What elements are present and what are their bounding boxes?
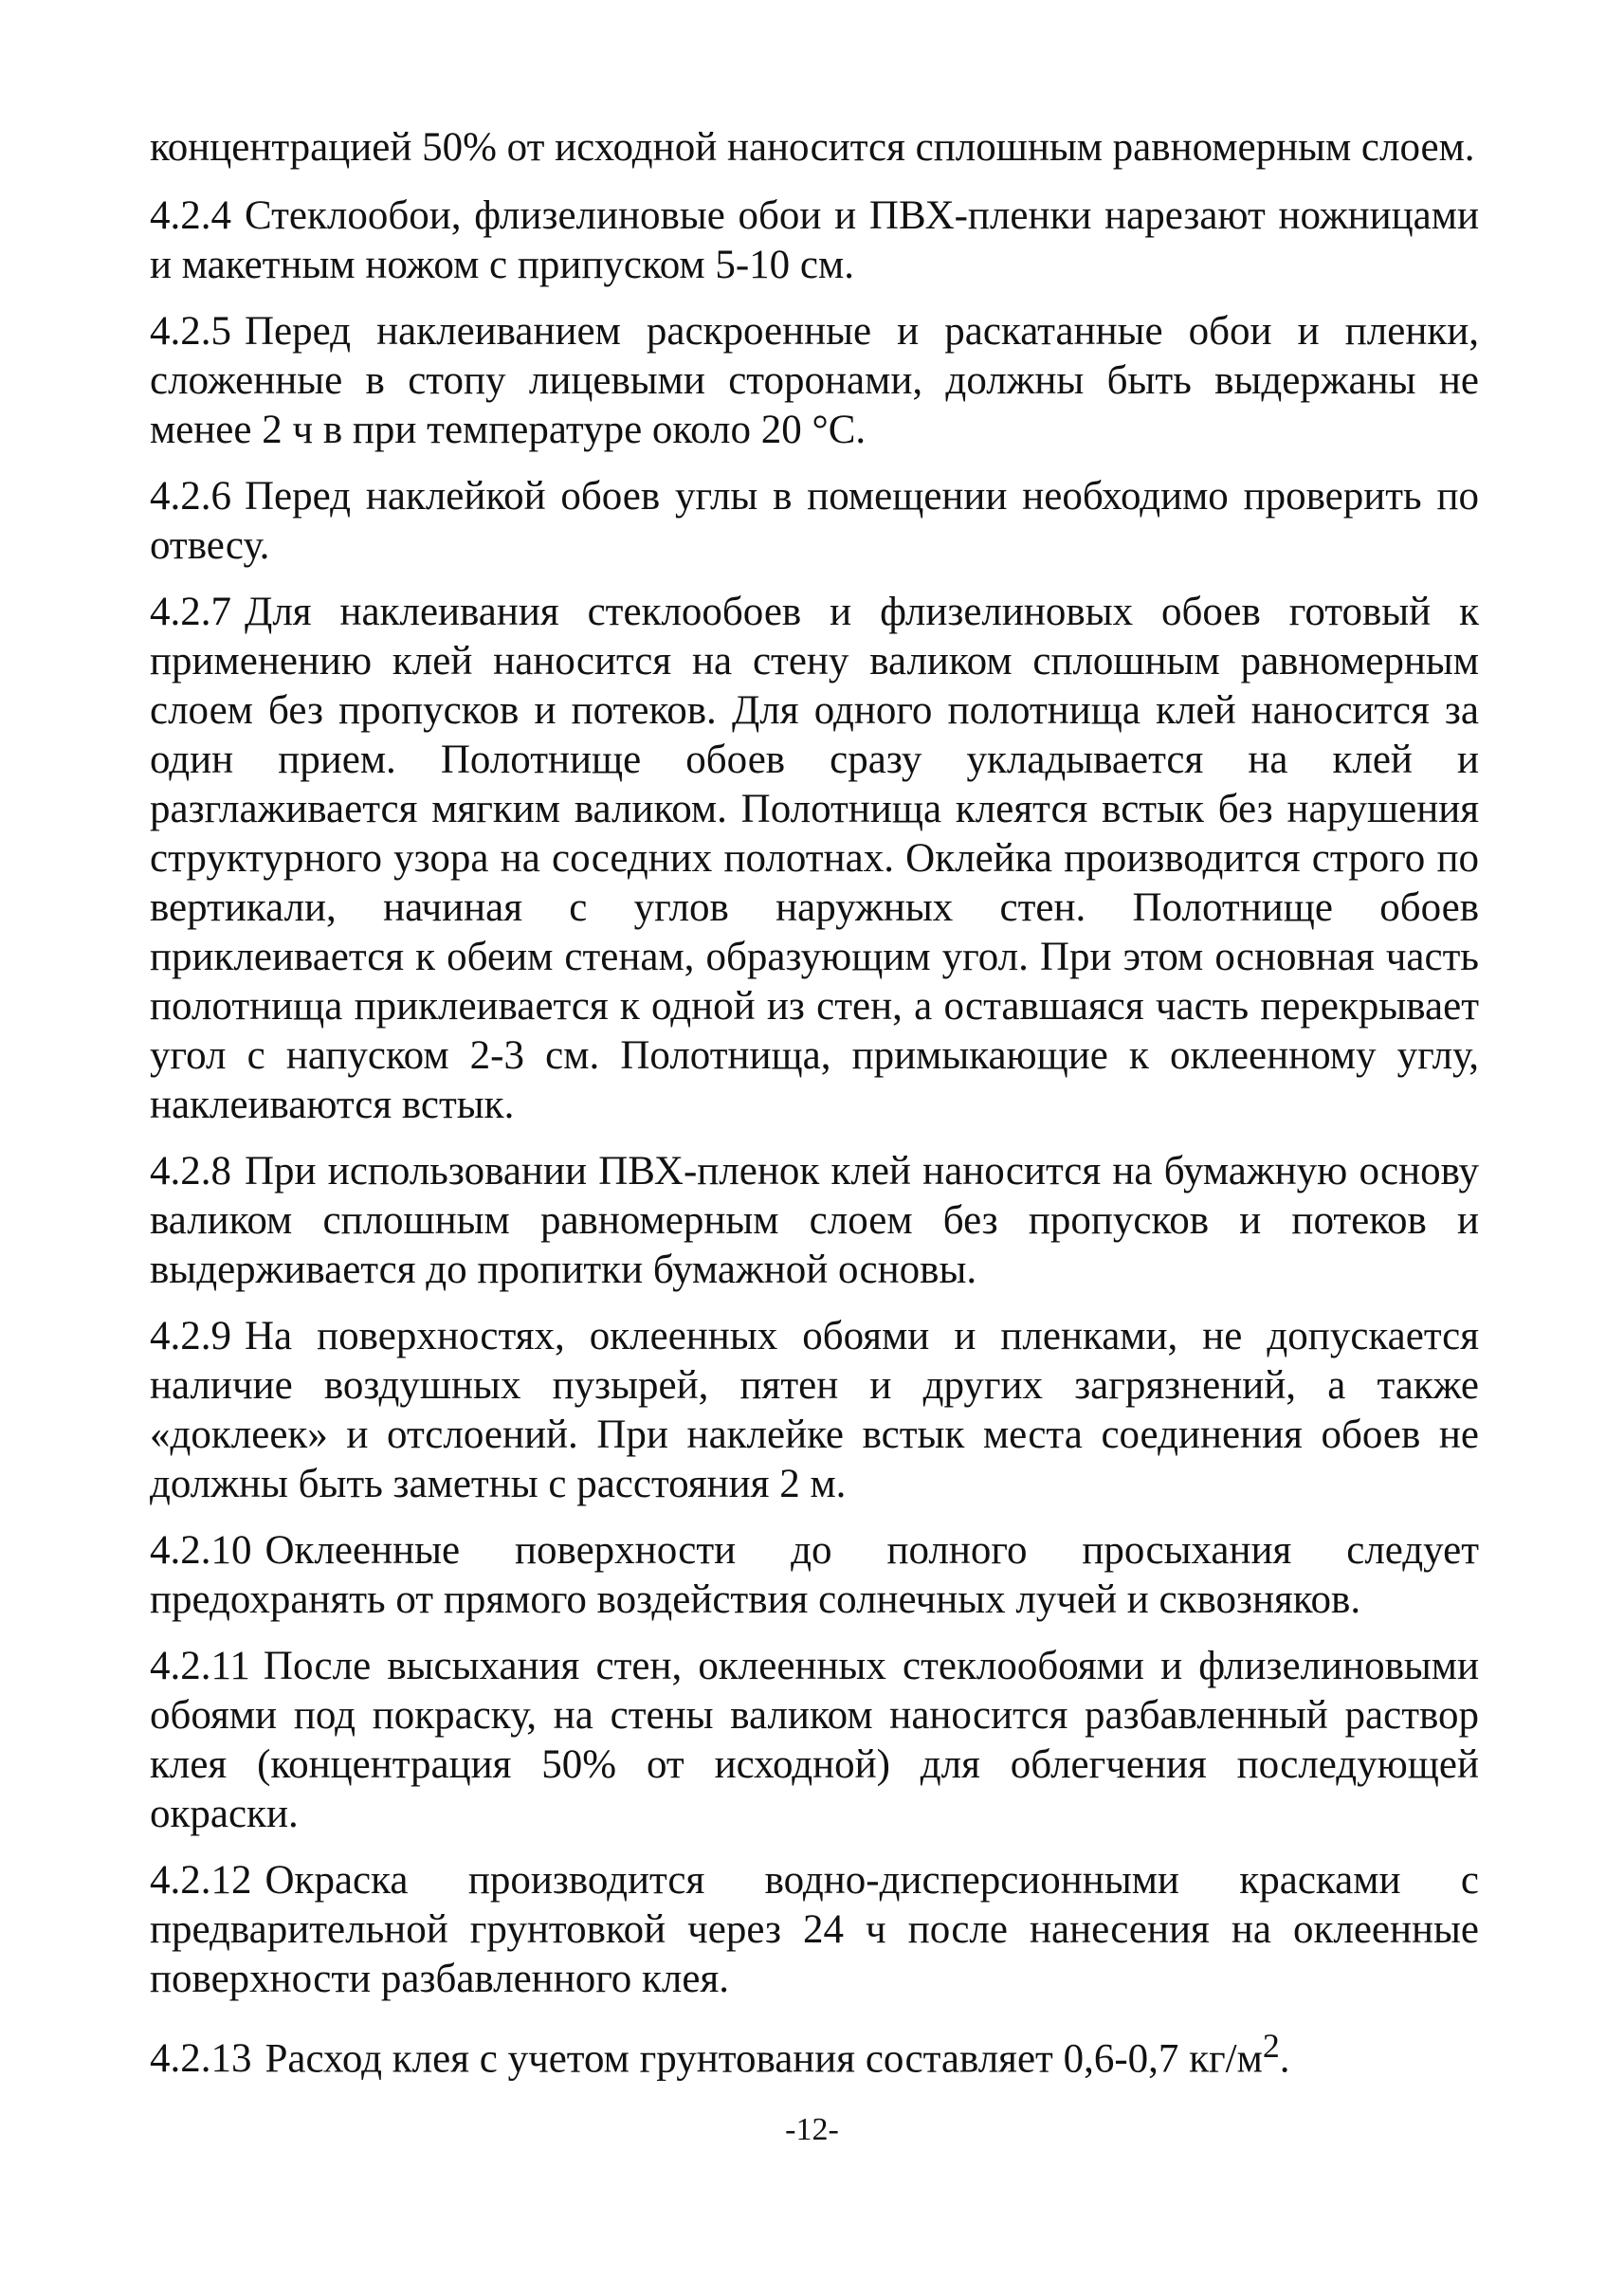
paragraph-4-2-10 [150, 1526, 1479, 1625]
paragraph-4-2-9 [150, 1312, 1479, 1509]
paragraph-number: 4.2.9 [150, 1314, 231, 1358]
paragraph-number: 4.2.11 [150, 1644, 250, 1688]
page-number: -12- [785, 2112, 839, 2147]
paragraph-4-2-13 [150, 2021, 1479, 2084]
paragraph-number: 4.2.6 [150, 474, 231, 519]
paragraph-tail: . [1279, 2036, 1290, 2082]
paragraph-text: Стеклообои, флизелиновые обои и ПВХ-пленки нарезают ножницами и макетным ножом с припуском 5-10 см. [150, 193, 1479, 287]
paragraph-4-2-11 [150, 1642, 1479, 1839]
paragraph-text: Окраска производится водно-дисперсионными красками с предварительной грунтовкой через 24 ч после нанесения на оклеенные поверхности разбавленного клея. [150, 1858, 1479, 2001]
paragraph-number: 4.2.10 [150, 1528, 252, 1573]
paragraph-text: Перед наклеиванием раскроенные и раскатанные обои и пленки, сложенные в стопу лицевыми сторонами, должны быть выдержаны не менее 2 ч в при температуре около 20 °С. [150, 309, 1479, 452]
paragraph-lead: концентрацией 50% от исходной наносится сплошным равномерным слоем. [150, 125, 1475, 170]
paragraph-4-2-4 [150, 191, 1479, 290]
paragraph-number: 4.2.5 [150, 309, 231, 354]
paragraph-text: На поверхностях, оклеенных обоями и пленками, не допускается наличие воздушных пузырей, пятен и других загрязнений, а также «доклеек» и отслоений. При наклейке встык места соединения обоев не должны быть заметны с расстояния 2 м. [150, 1314, 1479, 1506]
superscript: 2 [1262, 2027, 1280, 2065]
paragraph-4-2-5 [150, 307, 1479, 455]
document-page [150, 123, 1479, 2101]
paragraph-text: При использовании ПВХ-пленок клей наносится на бумажную основу валиком сплошным равномерным слоем без пропусков и потеков и выдерживается до пропитки бумажной основы. [150, 1149, 1479, 1292]
paragraph-number: 4.2.4 [150, 193, 231, 238]
paragraph-4-2-7 [150, 588, 1479, 1130]
paragraph-4-2-12 [150, 1856, 1479, 2004]
paragraph-text: Оклеенные поверхности до полного просыхания следует предохранять от прямого воздействия солнечных лучей и сквозняков. [150, 1528, 1479, 1622]
paragraph-4-2-8 [150, 1147, 1479, 1295]
paragraph-4-2-6 [150, 472, 1479, 571]
paragraph-text: Перед наклейкой обоев углы в помещении необходимо проверить по отвесу. [150, 474, 1479, 568]
paragraph-text: После высыхания стен, оклеенных стеклообоями и флизелиновыми обоями под покраску, на стены валиком наносится разбавленный раствор клея (концентрация 50% от исходной) для облегчения последующей окраски. [150, 1644, 1479, 1836]
paragraph-text: Расход клея с учетом грунтования составляет 0,6-0,7 кг/м [265, 2036, 1263, 2082]
paragraph-number: 4.2.7 [150, 590, 231, 634]
paragraph-number: 4.2.8 [150, 1149, 231, 1194]
paragraph-number: 4.2.12 [150, 1858, 252, 1903]
paragraph-text: Для наклеивания стеклообоев и флизелиновых обоев готовый к применению клей наносится на стену валиком сплошным равномерным слоем без пропусков и потеков. Для одного полотнища клей наносится за один прием. Полотнище обоев сразу укладывается на клей и разглаживается мягким валиком. Полотнища клеятся встык без нарушения структурного узора на соседних полотнах. Оклейка производится строго по вертикали, начиная с углов наружных стен. Полотнище обоев приклеивается к обеим стенам, образующим угол. При этом основная часть полотнища приклеивается к одной из стен, а оставшаяся часть перекрывает угол с напуском 2-3 см. Полотнища, примыкающие к оклеенному углу, наклеиваются встык. [150, 590, 1479, 1127]
paragraph-number: 4.2.13 [150, 2036, 252, 2082]
